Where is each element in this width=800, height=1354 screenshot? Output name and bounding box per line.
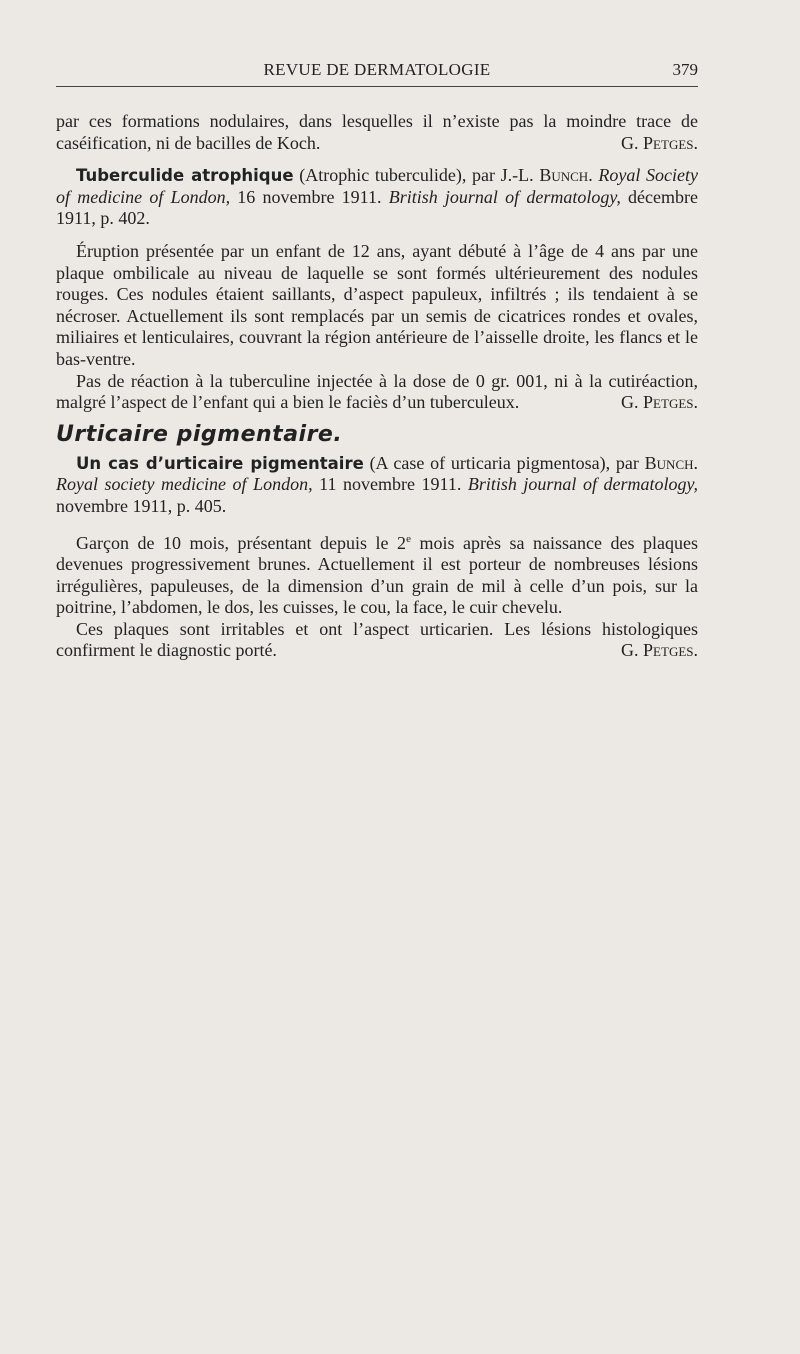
entry-title-translation: (A case of urticaria pigmentosa), par [363,452,645,473]
reference-journal: British journal of dermatology, [467,474,698,495]
entry-heading-tuberculide [56,165,698,230]
reference-journal: British journal of dermatology, [388,186,621,207]
reference-date: 16 novembre 1911. [230,186,389,207]
reference-date: 11 novembre 1911. [312,474,468,495]
entry-heading-urticaire [56,453,698,518]
article-body [56,111,698,662]
punctuation: . [588,165,599,186]
paragraph-text: par ces formations nodulaires, dans lesquelles il n’existe pas la moindre trace de caséification, ni de bacilles de Koch. [56,111,698,153]
entry-body-paragraph [56,619,698,662]
section-heading: Urticaire pigmentaire. [56,421,343,447]
entry-title-translation: (Atrophic tuberculide), par J.-L. [293,165,540,186]
signature: G. Petges. [621,640,698,661]
page-header [56,58,698,87]
paragraph-text: Garçon de 10 mois, présentant depuis le 2 [76,532,407,553]
reference-society: Royal Society of medicine of London, [56,165,699,207]
author-name: Bunch [644,452,694,473]
superscript: e [406,532,411,545]
page-number: 379 [672,60,698,79]
running-title: REVUE DE DERMATOLOGIE [263,60,491,79]
entry-body-paragraph: Éruption présentée par un enfant de 12 ans, ayant débuté à l’âge de 4 ans par une plaque ombilicale au niveau de laquelle se sont formés ultérieurement des nodules rouges. Ces nodules étaient saillants, d’aspect papuleux, infiltrés ; ils tendaient à se nécroser. Actuellement ils sont remplacés par un semis de cicatrices rondes et ovales, miliaires et lenticulaires, couvrant la région antérieure de l’aisselle droite, les flancs et le bas-ventre. [56,240,698,369]
reference-page: décembre 1911, p. 402. [56,186,698,229]
entry-title: Tuberculide atrophique [76,166,294,186]
signature: G. Petges. [621,392,698,413]
paragraph-text: Ces plaques sont irritables et ont l’aspect urticarien. Les lésions histologiques confirment le diagnostic porté. [56,618,698,661]
entry-title: Un cas d’urticaire pigmentaire [76,453,364,473]
paragraph-text: mois après sa naissance des plaques devenues progressivement brunes. Actuellement il est porteur de nombreuses lésions irrégulières, papuleuses, de la dimension d’un grain de mil à celle d’un pois, sur la poitrine, l’abdomen, le dos, les cuisses, le cou, la face, le cuir chevelu. [56,532,698,618]
entry-body-paragraph [56,529,698,619]
author-name: Bunch [539,165,589,186]
signature: G. Petges. [621,132,698,153]
punctuation: . [693,452,698,473]
paragraph-text: Pas de réaction à la tuberculine injectée à la dose de 0 gr. 001, ni à la cutiréaction, malgré l’aspect de l’enfant qui a bien le faciès d’un tuberculeux. [56,370,698,413]
reference-page: novembre 1911, p. 405. [56,495,227,516]
continued-paragraph [56,111,698,154]
reference-society: Royal society medicine of London, [56,474,313,495]
entry-body-paragraph [56,371,698,414]
